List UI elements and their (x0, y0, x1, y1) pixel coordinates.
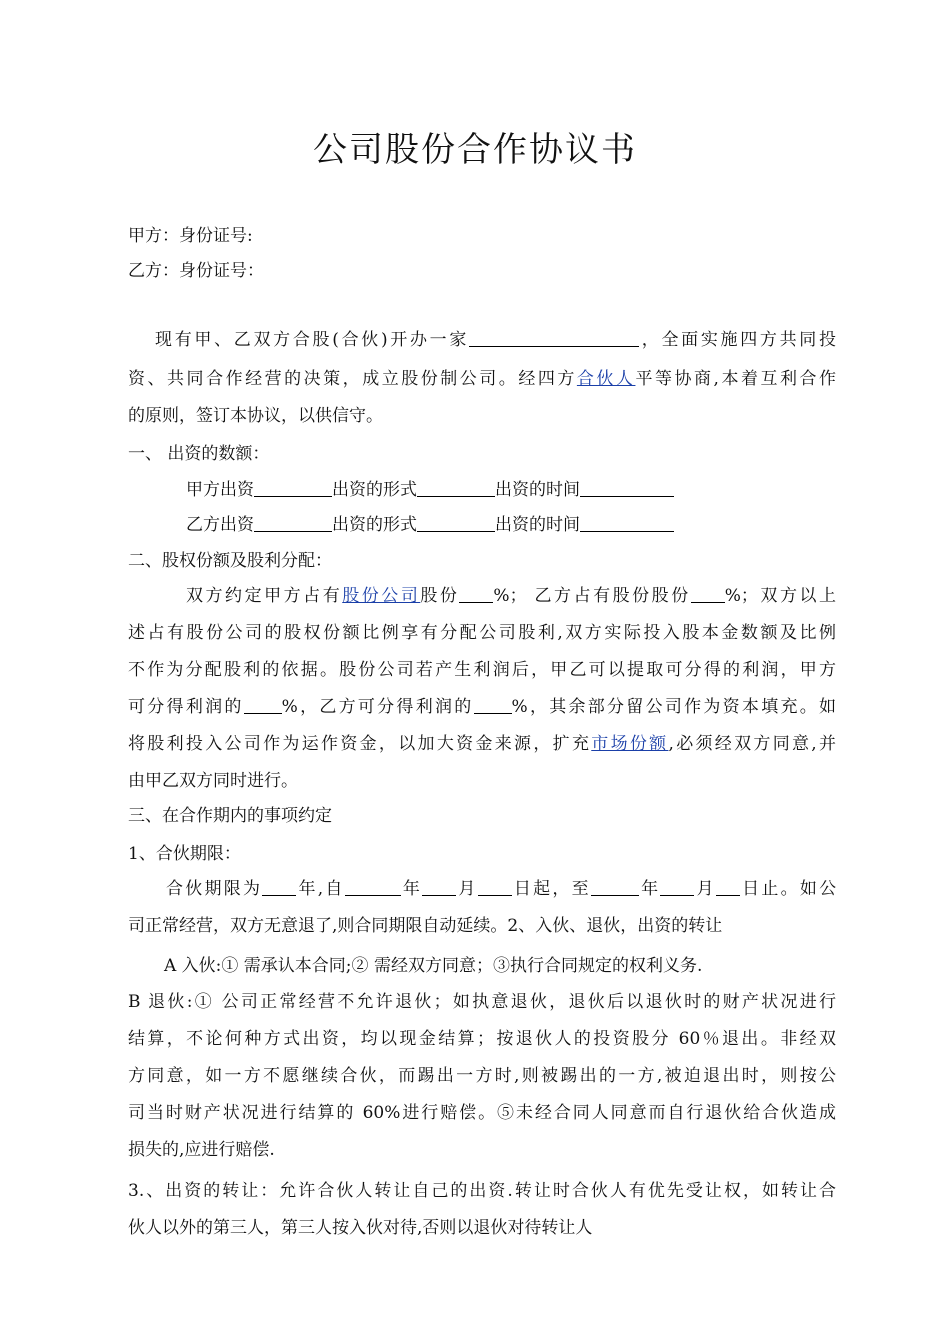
party-a-line: 甲方：身份证号: (128, 226, 253, 246)
section-2-line-6: 由甲乙双方同时进行。 (128, 771, 298, 791)
section-3-heading: 三、在合作期内的事项约定 (128, 806, 332, 826)
term-line-2: 司正常经营，双方无意退了,则合同期限自动延续。2、入伙、退伙，出资的转让 (128, 916, 723, 936)
transfer-line-2: 伙人以外的第三人，第三人按入伙对待,否则以退伙对待转让人 (128, 1218, 593, 1238)
intro-line-2: 资、共同合作经营的决策，成立股份制公司。经四方合伙人平等协商,本着互利合作 (128, 369, 837, 389)
term-line-1: 合伙期限为 年,自 年 月 日起，至 年 月 日止。如公 (166, 879, 837, 899)
section-2-line-4: 可分得利润的 %，乙方可分得利润的 %，其余部分留公司作为资本填充。如 (128, 697, 837, 717)
transfer-line-1: 3.、出资的转让：允许合伙人转让自己的出资.转让时合伙人有优先受让权，如转让合 (128, 1181, 836, 1201)
market-share-link[interactable]: 市场份额 (591, 734, 669, 754)
withdraw-line-1: B 退伙:① 公司正常经营不允许退伙；如执意退伙，退伙后以退伙时的财产状况进行 (128, 992, 836, 1012)
section-2-heading: 二、股权份额及股利分配： (128, 551, 332, 571)
withdraw-line-3: 方同意，如一方不愿继续合伙，而踢出一方时,则被踢出的一方,被迫退出时，则按公 (128, 1066, 836, 1086)
partner-link[interactable]: 合伙人 (576, 369, 636, 389)
joint-stock-company-link[interactable]: 股份公司 (342, 586, 421, 606)
section-2-line-5: 将股利投入公司作为运作资金，以加大资金来源，扩充市场份额,必须经双方同意,并 (128, 734, 837, 754)
section-1-heading: 一、 出资的数额： (128, 444, 270, 464)
section-2-line-2: 述占有股份公司的股权份额比例享有分配公司股利,双方实际投入股本金数额及比例 (128, 623, 836, 643)
party-b-line: 乙方：身份证号： (128, 261, 264, 281)
withdraw-line-5: 损失的,应进行赔偿. (128, 1140, 275, 1160)
document-title: 公司股份合作协议书 (313, 130, 637, 170)
section-2-line-1: 双方约定甲方占有股份公司股份 %； 乙方占有股份股份 %；双方以上 (186, 586, 837, 606)
withdraw-line-4: 司当时财产状况进行结算的 60%进行赔偿。⑤未经合同人同意而自行退伙给合伙造成 (128, 1103, 836, 1123)
party-b-investment-line: 乙方出资 出资的形式 出资的时间 (186, 513, 674, 537)
intro-line-1: 现有甲、乙双方合股(合伙)开办一家 ，全面实施四方共同投 (155, 330, 837, 350)
join-clause: A 入伙:① 需承认本合同;② 需经双方同意；③执行合同规定的权利义务. (164, 956, 703, 976)
withdraw-line-2: 结算，不论何种方式出资，均以现金结算；按退伙人的投资股分 60％退出。非经双 (128, 1029, 836, 1049)
intro-line-3: 的原则，签订本协议，以供信守。 (128, 406, 383, 426)
section-2-line-3: 不作为分配股利的依据。股份公司若产生利润后，甲乙可以提取可分得的利润，甲方 (128, 660, 836, 680)
party-a-investment-line: 甲方出资 出资的形式 出资的时间 (186, 478, 674, 502)
company-name-blank (469, 330, 639, 347)
term-subheading: 1、合伙期限： (128, 844, 241, 864)
